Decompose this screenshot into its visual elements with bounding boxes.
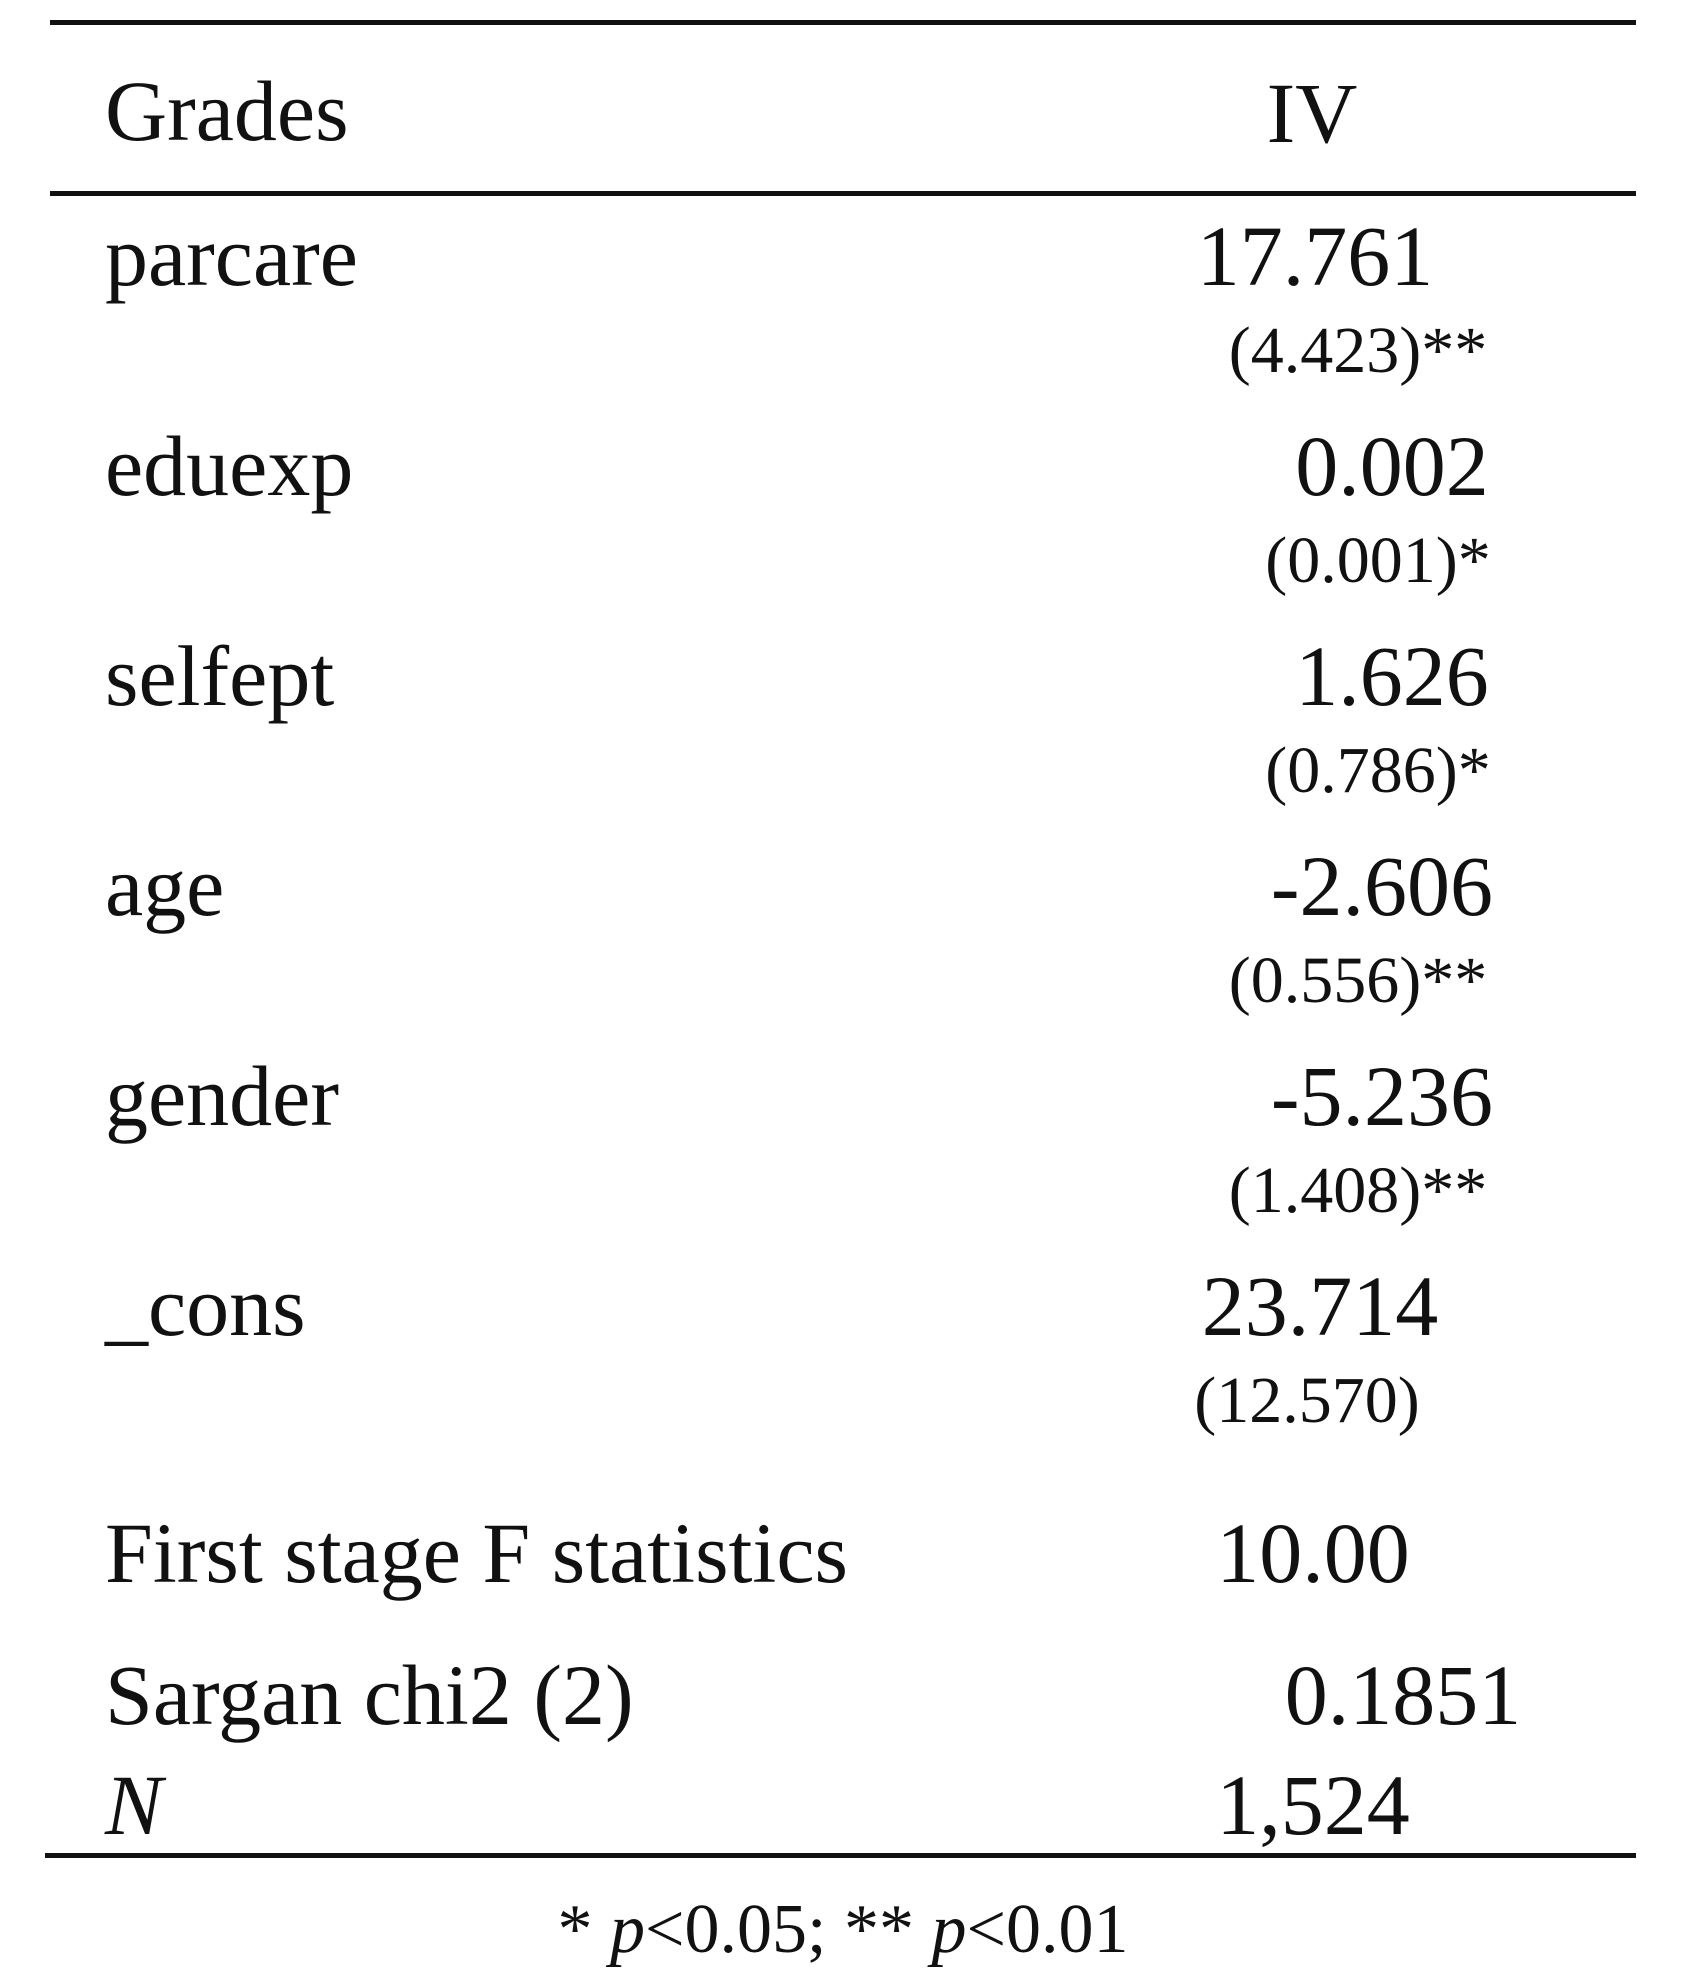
row-label-gender: gender	[105, 1048, 339, 1144]
stat-label-f: First stage F statistics	[105, 1505, 848, 1601]
se-selfept: (0.786)*	[1265, 734, 1491, 807]
row-label-parcare: parcare	[105, 208, 358, 304]
row-label-selfept: selfept	[105, 628, 335, 724]
se-cons: (12.570)	[1194, 1364, 1420, 1437]
stat-value-sargan: 0.1851	[1284, 1647, 1522, 1743]
row-label-age: age	[105, 838, 225, 934]
stat-label-n: N	[105, 1757, 163, 1853]
bottom-rule	[45, 1853, 1636, 1858]
coef-parcare: 17.761	[1196, 208, 1434, 304]
header-label: Grades	[105, 63, 349, 159]
header-column: IV	[1266, 65, 1358, 161]
se-parcare: (4.423)**	[1228, 314, 1488, 387]
coef-gender: -5.236	[1270, 1048, 1494, 1144]
top-rule	[50, 20, 1636, 25]
se-gender: (1.408)**	[1228, 1154, 1488, 1227]
note-p-1: p	[610, 1891, 646, 1968]
note-p-2: p	[931, 1891, 967, 1968]
row-label-eduexp: eduexp	[105, 418, 354, 514]
se-age: (0.556)**	[1228, 944, 1488, 1017]
stat-value-n: 1,524	[1216, 1757, 1410, 1853]
coef-selfept: 1.626	[1295, 628, 1489, 724]
coef-age: -2.606	[1270, 838, 1494, 934]
significance-note	[0, 1891, 1686, 1968]
stat-label-sargan: Sargan chi2 (2)	[105, 1647, 634, 1743]
note-threshold-1: <0.05;	[645, 1891, 827, 1968]
coef-eduexp: 0.002	[1295, 418, 1489, 514]
coef-cons: 23.714	[1201, 1258, 1439, 1354]
note-star-2: **	[843, 1891, 914, 1968]
note-star-1: *	[557, 1891, 593, 1968]
se-eduexp: (0.001)*	[1265, 524, 1491, 597]
stat-value-f: 10.00	[1216, 1505, 1410, 1601]
note-threshold-2: <0.01	[966, 1891, 1129, 1968]
row-label-cons: _cons	[105, 1258, 306, 1354]
header-rule	[50, 191, 1636, 196]
